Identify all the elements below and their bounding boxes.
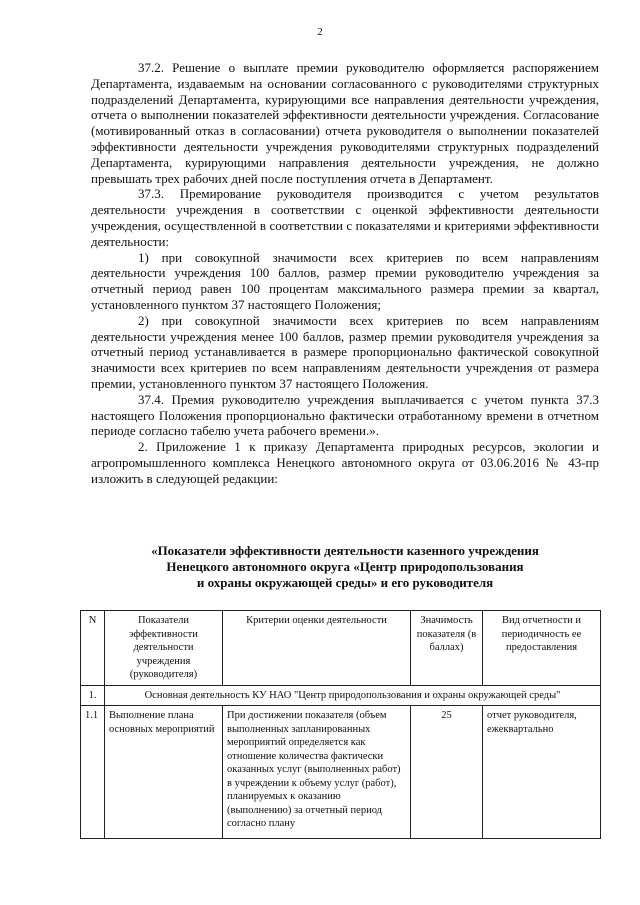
- paragraph-37-2: 37.2. Решение о выплате премии руководителю оформляется распоряжением Департамента, издаваемым на основании согласованного с руководителями структурных подразделений Департамента, курирующими все направления деятельности учреждения, отчета о выполнении показателей эффективности деятельности учреждения. Согласование (мотивированный отказ в согласовании) отчета руководителя о выполнении показателей эффективности деятельности учреждения руководителями структурных подразделений Департамента, курирующими направления деятельности учреждения, не должно превышать трех рабочих дней после поступления отчета в Департамент.: [91, 60, 599, 186]
- header-n: N: [81, 611, 105, 686]
- row-indicator: Выполнение плана основных мероприятий: [105, 706, 223, 839]
- paragraph-37-3: 37.3. Премирование руководителя производится с учетом результатов деятельности учреждения в соответствии с оценкой эффективности деятельности учреждения, осуществленной в соответствии с показателями и критериями эффективности деятельности:: [91, 186, 599, 249]
- section-label: Основная деятельность КУ НАО "Центр природопользования и охраны окружающей среды": [105, 685, 601, 706]
- row-criteria-text: При достижении показателя (объем выполненных запланированных мероприятий определяется как отношение количества фактически оказанных услуг (выполненных работ) в учреждении к объему услуг (работ), планируемых к оказанию (выполнению) за отчетный период согласно плану: [227, 710, 401, 829]
- row-reporting: отчет руководителя, ежеквартально: [483, 706, 601, 839]
- header-criteria: Критерии оценки деятельности: [223, 611, 411, 686]
- body-text: [91, 60, 599, 487]
- paragraph-2-appendix: 2. Приложение 1 к приказу Департамента природных ресурсов, экологии и агропромышленного комплекса Ненецкого автономного округа от 03.06.2016 № 43-пр изложить в следующей редакции:: [91, 439, 599, 486]
- table-title-line-2: Ненецкого автономного округа «Центр природопользования: [166, 559, 524, 574]
- row-number: 1.1: [81, 706, 105, 839]
- row-weight: 25: [411, 706, 483, 839]
- paragraph-37-3-item-2: 2) при совокупной значимости всех критериев по всем направлениям деятельности учреждения менее 100 баллов, размер премии руководителя учреждения за отчетный период устанавливается в размере пропорционально фактической совокупной значимости всех критериев по всем направлениям деятельности учреждения от размера премии, установленного пунктом 37 настоящего Положения.: [91, 312, 599, 391]
- table-title: [91, 543, 599, 591]
- table-section-row: [81, 685, 601, 706]
- paragraph-37-4: 37.4. Премия руководителю учреждения выплачивается с учетом пункта 37.3 настоящего Положения пропорционально фактически отработанному времени в отчетном периоде согласно табелю учета рабочего времени.».: [91, 391, 599, 439]
- table-title-line-1: «Показатели эффективности деятельности казенного учреждения: [151, 543, 539, 558]
- table-row: [81, 706, 601, 839]
- table-header-row: [81, 611, 601, 686]
- kpi-table: [80, 610, 601, 839]
- page-number: 2: [317, 26, 323, 38]
- paragraph-37-3-item-1: 1) при совокупной значимости всех критериев по всем направлениям деятельности учреждения 100 баллов, размер премии руководителю учреждения за отчетный период равен 100 процентам максимального размера премии за квартал, установленного пунктом 37 настоящего Положения;: [91, 249, 599, 312]
- section-number: 1.: [81, 685, 105, 706]
- header-weight: Значимость показателя (в баллах): [411, 611, 483, 686]
- header-reporting: Вид отчетности и периодичность ее предоставления: [483, 611, 601, 686]
- table-title-line-3: и охраны окружающей среды» и его руководителя: [196, 575, 494, 590]
- header-indicators: Показатели эффективности деятельности учреждения (руководителя): [105, 611, 223, 686]
- row-criteria: [223, 706, 411, 839]
